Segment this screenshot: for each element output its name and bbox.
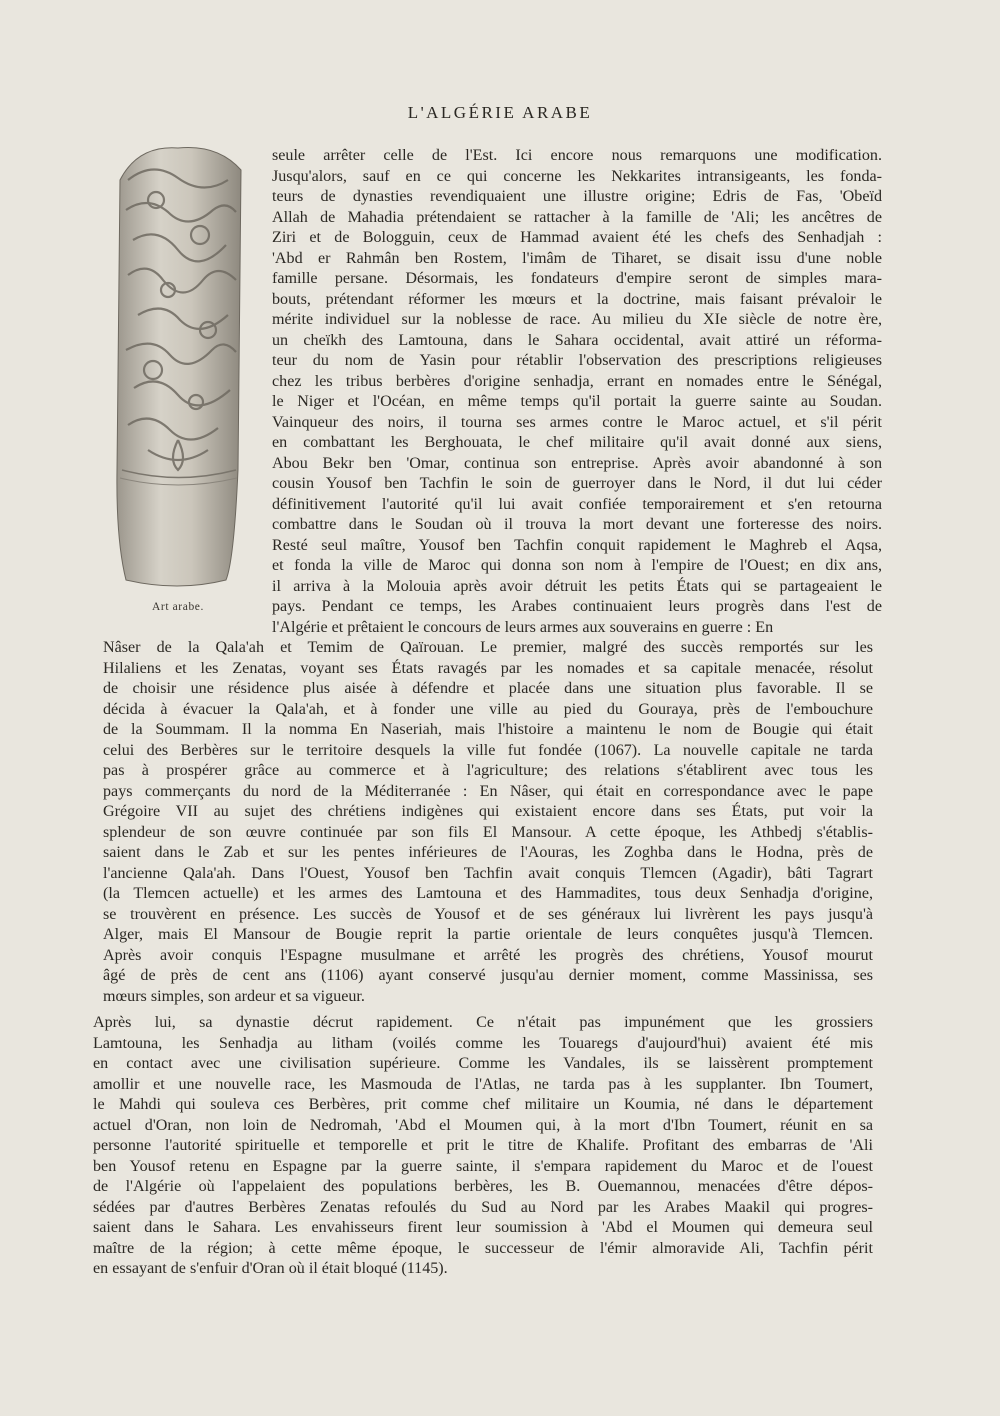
text-line: famille persane. Désormais, les fondateurs d'empire seront de simples mara- xyxy=(272,270,882,287)
text-line: de choisir une résidence plus aisée à défendre et placée dans une situation plus favorable. Il se xyxy=(103,680,873,697)
text-line: pas à prospérer grâce au commerce et à l'agriculture; des relations s'établirent avec tous les xyxy=(103,762,873,779)
text-line: Alger, mais El Mansour de Bougie reprit la partie orientale de leurs conquêtes jusqu'à Tlemcen. xyxy=(103,926,873,943)
text-line: mœurs simples, son ardeur et sa vigueur. xyxy=(103,987,365,1005)
text-line: amollir et une nouvelle race, les Masmouda de l'Atlas, ne tarda pas à les supplanter. Ibn Toumert, xyxy=(93,1075,873,1093)
text-line: de l'Algérie où l'appelaient des populations berbères, les B. Ouemannou, menacées d'être dépos- xyxy=(93,1178,873,1195)
text-line: sédées par d'autres Berbères Zenatas refoulés du Sud au Nord par les Arabes Maakil qui progres- xyxy=(93,1198,873,1216)
text-line: définitivement l'autorité qu'il lui avait confiée temporairement et s'en retourna xyxy=(272,495,882,513)
text-line: en essayant de s'enfuir d'Oran où il était bloqué (1145). xyxy=(93,1260,448,1277)
running-head: L'ALGÉRIE ARABE xyxy=(407,103,593,122)
text-line: (la Tlemcen actuelle) et les armes des Lamtouna et des Hammadites, tous deux Senhadja d'origine, xyxy=(103,885,873,902)
text-line: Lamtouna, les Senhadja au litham (voilés comme les Touaregs d'aujourd'hui) avaient été mis xyxy=(93,1034,873,1052)
paragraph-2 xyxy=(103,638,873,1007)
text-line: un cheïkh des Lamtouna, dans le Sahara occidental, avait attiré un réforma- xyxy=(272,331,882,349)
text-line: celui des Berbères sur le territoire desquels la ville fut fondée (1067). La nouvelle capitale ne tarda xyxy=(103,741,873,759)
paragraph-1 xyxy=(272,146,882,638)
text-line: l'ancienne Qala'ah. Dans l'Ouest, Yousof ben Tachfin avait conquis Tlemcen (Agadir), bâti Tagrart xyxy=(103,864,873,882)
column-figure xyxy=(108,140,248,625)
text-line: Nâser de la Qala'ah et Temim de Qaïrouan. Le premier, malgré des succès remportés sur les xyxy=(103,639,873,656)
text-line: seule arrêter celle de l'Est. Ici encore nous remarquons une modification. xyxy=(272,147,882,164)
text-line: Hilaliens et les Zenatas, voyant ses États ravagés par les nomades et sa capitale menacée, résolut xyxy=(103,659,873,677)
text-line: personne l'autorité spirituelle et temporelle et prit le titre de Khalife. Profitant des embarras de 'Ali xyxy=(93,1137,873,1154)
paragraph-3 xyxy=(93,1013,873,1280)
text-line: Grégoire VII au sujet des chrétiens indigènes qui existaient encore dans ses États, put voir la xyxy=(103,803,873,820)
text-line: de la Soummam. Il la nomma En Naseriah, mais l'histoire a maintenu le nom de Bougie qui était xyxy=(103,721,873,738)
text-line: il arriva à la Molouia après avoir détruit les petits États qui se partageaient le xyxy=(272,577,882,595)
text-line: maître de la région; à cette même époque, le successeur de l'émir almoravide Ali, Tachfin périt xyxy=(93,1239,873,1257)
text-line: Après avoir conquis l'Espagne musulmane et arrêté les progrès des chrétiens, Yousof mourut xyxy=(103,946,873,964)
text-line: combattre dans le Soudan où il trouva la mort devant une forteresse des noirs. xyxy=(272,516,882,533)
text-line: teurs de dynasties revendiquaient une illustre origine; Edris de Fas, 'Obeïd xyxy=(272,188,882,205)
text-line: âgé de près de cent ans (1106) ayant conservé jusqu'au dernier moment, comme Massinissa, ses xyxy=(103,967,873,984)
text-line: ben Yousof retenu en Espagne par la guerre sainte, il s'empara rapidement du Maroc et de l'ouest xyxy=(93,1157,873,1175)
text-line: pays commerçants du nord de la Méditerranée : En Nâser, qui était en correspondance avec le pape xyxy=(103,782,873,800)
text-line: Ziri et de Bologguin, ceux de Hammad avaient été les chefs des Senhadjah : xyxy=(272,229,882,246)
figure-caption: Art arabe. xyxy=(152,601,204,613)
text-line: cousin Yousof ben Tachfin le soin de guerroyer dans le Nord, il dut lui céder xyxy=(272,475,882,492)
text-line: chez les tribus berbères d'origine senhadja, errant en nomades entre le Sénégal, xyxy=(272,372,882,390)
text-line: Jusqu'alors, sauf en ce qui concerne les Nekkarites intransigeants, les fonda- xyxy=(272,167,882,185)
text-line: 'Abd er Rahmân ben Rostem, l'imâm de Tiharet, se disait issu d'une noble xyxy=(272,249,882,267)
text-line: Vainqueur des noirs, il tourna ses armes contre le Maroc actuel, et s'il périt xyxy=(272,413,882,431)
text-line: se trouvèrent en présence. Les succès de Yousof et de ses généraux lui livrèrent les pays jusqu'à xyxy=(103,905,873,923)
text-line: le Niger et l'Océan, en même temps qu'il portait la guerre sainte au Soudan. xyxy=(272,393,882,410)
text-line: l'Algérie et prêtaient le concours de leurs armes aux souverains en guerre : En xyxy=(272,618,774,636)
text-line: Resté seul maître, Yousof ben Tachfin conquit rapidement le Maghreb el Aqsa, xyxy=(272,536,882,554)
text-line: splendeur de son œuvre continuée par son fils El Mansour. A cette époque, les Athbedj s'établis- xyxy=(103,823,873,841)
text-line: actuel d'Oran, non loin de Nedromah, 'Abd el Moumen qui, à la mort d'Ibn Toumert, réunit en sa xyxy=(93,1116,873,1134)
text-line: en contact avec une civilisation supérieure. Comme les Vandales, ils se laissèrent promptement xyxy=(93,1055,873,1072)
text-line: mérite individuel sur la noblesse de race. Au milieu du XIe siècle de notre ère, xyxy=(272,311,882,328)
text-line: Allah de Mahadia prétendaient se rattacher à la famille de 'Ali; les ancêtres de xyxy=(272,208,882,226)
carved-column-illustration xyxy=(108,140,248,595)
text-line: le Mahdi qui souleva ces Berbères, prit comme chef militaire un Koumia, né dans le département xyxy=(93,1096,873,1113)
text-line: Abou Bekr ben 'Omar, continua son entreprise. Après avoir abandonné à son xyxy=(272,454,882,472)
text-line: en combattant les Berghouata, le chef militaire qu'il avait donné aux siens, xyxy=(272,434,882,451)
text-line: saient dans le Zab et sur les pentes inférieures de l'Aouras, les Zoghba dans le Hodna, près de xyxy=(103,844,873,861)
text-line: décida à évacuer la Qala'ah, et à fonder une ville au pied du Gouraya, près de l'embouchure xyxy=(103,700,873,718)
text-line: pays. Pendant ce temps, les Arabes continuaient leurs progrès dans l'est de xyxy=(272,598,882,615)
text-line: saient dans le Sahara. Les envahisseurs firent leur soumission à 'Abd el Moumen qui demeura seul xyxy=(93,1219,873,1236)
text-line: teur du nom de Yasin pour rétablir l'observation des prescriptions religieuses xyxy=(272,352,882,369)
text-line: et fonda la ville de Maroc qui donna son nom à l'empire de l'Ouest; en dix ans, xyxy=(272,557,882,574)
text-line: Après lui, sa dynastie décrut rapidement. Ce n'était pas impunément que les grossiers xyxy=(93,1014,873,1031)
text-line: bouts, prétendant réformer les mœurs et la doctrine, mais faisant prévaloir le xyxy=(272,290,882,308)
